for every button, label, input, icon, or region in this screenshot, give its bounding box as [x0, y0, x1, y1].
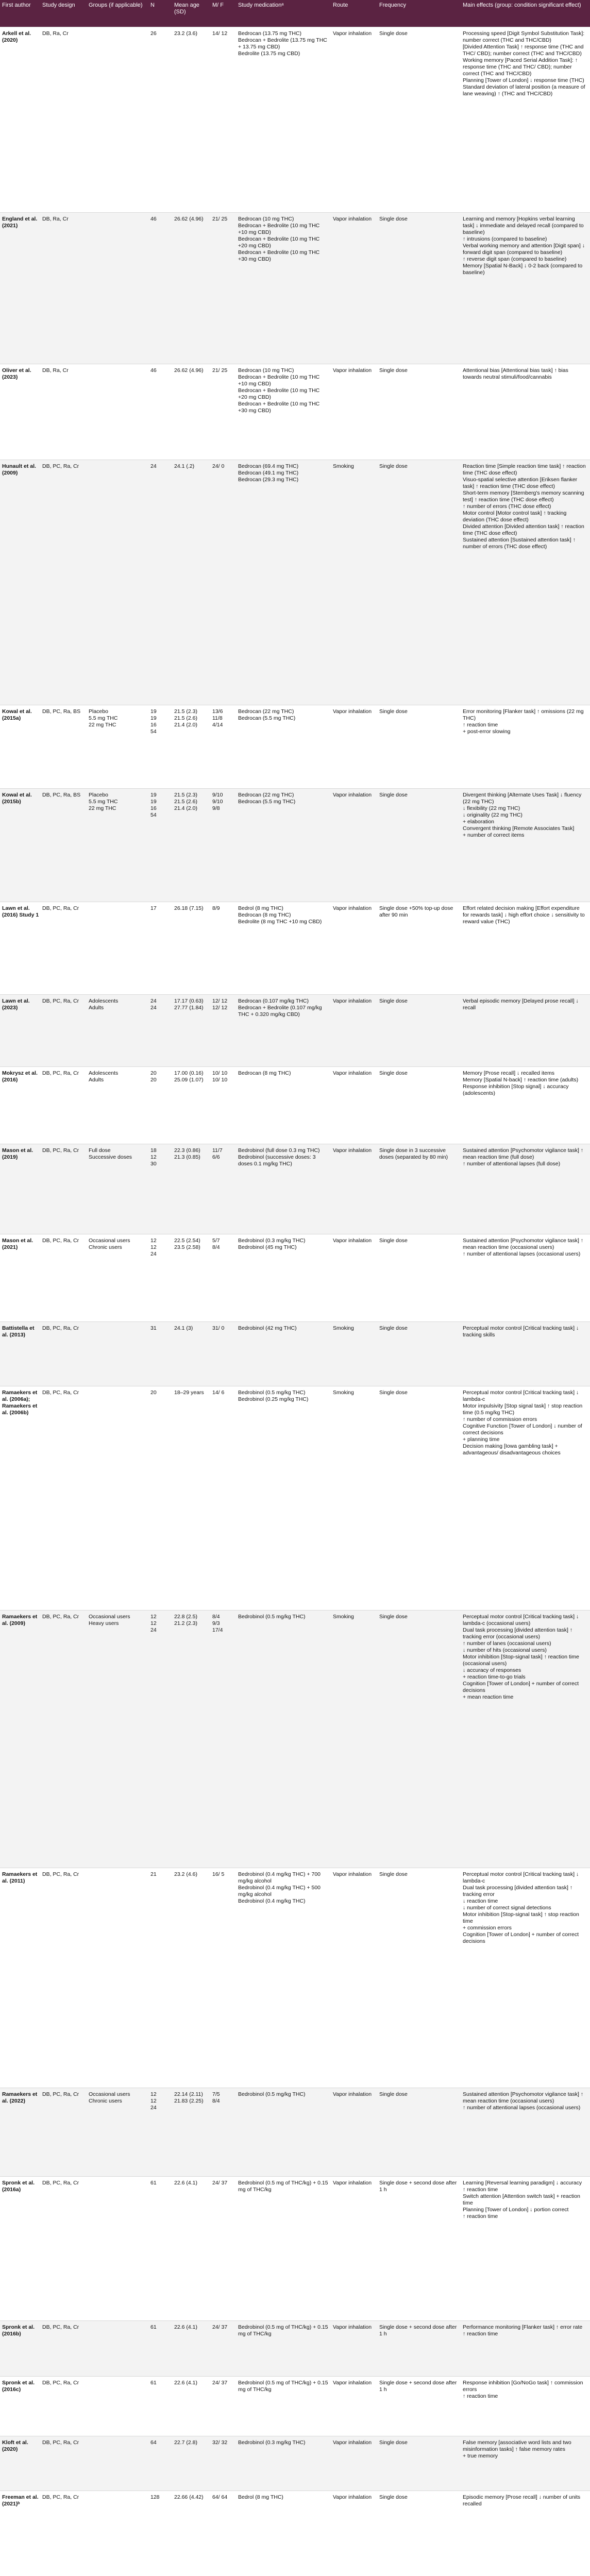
cell-age: 26.62 (4.96) — [174, 216, 204, 222]
cell-frequency: Single dose — [379, 1325, 408, 1331]
table-header — [0, 0, 590, 27]
cell-effects: Perceptual motor control [Critical tracking task] ↓ lambda-c Motor impulsivity [Stop signal task] ↑ stop reaction time (0.5 mg/kg THC) ↑ number of commission errors Cognitive Function [Tower of London] ↓ number of correct decisions + planning time Decision making [Iowa gambling task] + advantageous/ disadvantageous choices — [463, 1389, 583, 1456]
cell-route: Smoking — [333, 463, 354, 469]
table-row — [0, 1386, 590, 1611]
table-row — [0, 1144, 590, 1234]
header-groups: Groups (if applicable) — [89, 2, 143, 8]
cell-age: 26.62 (4.96) — [174, 367, 204, 374]
cell-frequency: Single dose — [379, 792, 408, 798]
cell-mf: 32/ 32 — [212, 2439, 228, 2446]
header-author: First author — [2, 2, 31, 8]
cell-groups: Occasional users Chronic users — [89, 1238, 130, 1250]
cell-age: 22.3 (0.86) 21.3 (0.85) — [174, 1147, 200, 1160]
cell-effects: Error monitoring [Flanker task] ↑ omissions (22 mg THC) ↑ reaction time + post-error slowing — [463, 708, 584, 735]
table-row — [0, 1868, 590, 2088]
cell-n: 17 — [150, 905, 157, 911]
cell-frequency: Single dose — [379, 367, 408, 374]
cell-route: Smoking — [333, 1389, 354, 1396]
header-n: N — [150, 2, 155, 8]
cell-frequency: Single dose — [379, 2091, 408, 2097]
cell-age: 21.5 (2.3) 21.5 (2.6) 21.4 (2.0) — [174, 708, 197, 728]
cell-route: Vapor inhalation — [333, 2091, 372, 2097]
cell-n: 20 — [150, 1389, 157, 1396]
cell-design: DB, PC, Ra, Cr — [42, 1325, 79, 1331]
cell-medication: Bedrobinol (0.5 mg/kg THC) Bedrobinol (0.25 mg/kg THC) — [238, 1389, 309, 1402]
cell-frequency: Single dose — [379, 1238, 408, 1244]
cell-frequency: Single dose — [379, 1070, 408, 1076]
cell-design: DB, PC, Ra, Cr — [42, 1614, 79, 1620]
cell-author: Freeman et al. (2021)ᵇ — [2, 2494, 39, 2507]
cell-mf: 21/ 25 — [212, 367, 228, 374]
cell-route: Vapor inhalation — [333, 2324, 372, 2330]
cell-route: Vapor inhalation — [333, 905, 372, 911]
cell-medication: Bedrobinol (0.4 mg/kg THC) + 700 mg/kg alcohol Bedrobinol (0.4 mg/kg THC) + 500 mg/kg alcohol Bedrobinol (0.4 mg/kg THC) — [238, 1871, 321, 1904]
cell-mf: 7/5 8/4 — [212, 2091, 220, 2104]
cell-frequency: Single dose + second dose after 1 h — [379, 2380, 457, 2393]
cell-age: 17.00 (0.16) 25.09 (1.07) — [174, 1070, 204, 1083]
cell-design: DB, PC, Ra, BS — [42, 792, 81, 798]
cell-medication: Bedrobinol (0.3 mg/kg THC) Bedrobinol (45 mg THC) — [238, 1238, 306, 1250]
cell-medication: Bedrol (8 mg THC) Bedrocan (8 mg THC) Bedrolite (8 mg THC +10 mg CBD) — [238, 905, 322, 925]
cell-mf: 12/ 12 12/ 12 — [212, 998, 228, 1011]
table-row — [0, 2088, 590, 2177]
cell-author: England et al. (2021) — [2, 216, 38, 229]
cell-mf: 14/ 12 — [212, 30, 228, 37]
cell-mf: 8/4 9/3 17/4 — [212, 1614, 223, 1633]
cell-design: DB, PC, Ra, Cr — [42, 1238, 79, 1244]
cell-frequency: Single dose — [379, 30, 408, 37]
cell-effects: Sustained attention [Psychomotor vigilance task] ↑ mean reaction time (occasional users) ↑ number of attentional lapses (occasional users) — [463, 1238, 584, 1257]
cell-age: 22.8 (2.5) 21.2 (2.3) — [174, 1614, 197, 1626]
cell-n: 20 20 — [150, 1070, 157, 1083]
cell-route: Vapor inhalation — [333, 1871, 372, 1877]
cell-medication: Bedrocan (69.4 mg THC) Bedrocan (49.1 mg THC) Bedrocan (29.3 mg THC) — [238, 463, 299, 483]
cell-medication: Bedrocan (0.107 mg/kg THC) Bedrocan + Bedrolite (0.107 mg/kg THC + 0.320 mg/kg CBD) — [238, 998, 322, 1018]
cell-mf: 10/ 10 10/ 10 — [212, 1070, 228, 1083]
cell-medication: Bedrobinol (0.5 mg of THC/kg) + 0.15 mg of THC/kg — [238, 2380, 328, 2393]
cell-route: Vapor inhalation — [333, 792, 372, 798]
cell-age: 23.2 (3.6) — [174, 30, 197, 37]
cell-author: Hunault et al. (2009) — [2, 463, 36, 476]
cell-design: DB, Ra, Cr — [42, 30, 69, 37]
cell-age: 26.18 (7.15) — [174, 905, 204, 911]
cell-effects: Memory [Prose recall] ↓ recalled items Memory [Spatial N-back] ↑ reaction time (adults) Response inhibition [Stop signal] ↓ accuracy (adolescents) — [463, 1070, 579, 1096]
cell-frequency: Single dose + second dose after 1 h — [379, 2324, 457, 2337]
cell-route: Vapor inhalation — [333, 1147, 372, 1154]
cell-route: Vapor inhalation — [333, 708, 372, 715]
cell-author: Kloft et al. (2020) — [2, 2439, 28, 2452]
cell-design: DB, PC, Ra, Cr — [42, 2439, 79, 2446]
cell-effects: Perceptual motor control [Critical tracking task] ↓ lambda-c (occasional users) Dual task processing [divided attention task] ↑ tracking error (occasional users) ↑ number of lanes (occasional users) ↓ number of hits (occasional users) Motor inhibition [Stop-signal task] ↑ reaction time (occasional users) ↓ accuracy of responses + reaction time-to-go trials Cognition [Tower of London] + number of correct decisions + mean reaction time — [463, 1614, 579, 1700]
header-age: Mean age (SD) — [174, 2, 199, 15]
cell-frequency: Single dose — [379, 2439, 408, 2446]
cell-design: DB, PC, Ra, Cr — [42, 2180, 79, 2186]
cell-n: 64 — [150, 2439, 157, 2446]
cell-medication: Bedrocan (8 mg THC) — [238, 1070, 291, 1076]
cell-effects: Verbal episodic memory [Delayed prose recall] ↓ recall — [463, 998, 579, 1011]
cell-effects: Performance monitoring [Flanker task] ↑ error rate ↑ reaction time — [463, 2324, 583, 2337]
cell-design: DB, PC, Ra, Cr — [42, 905, 79, 911]
cell-route: Vapor inhalation — [333, 30, 372, 37]
cell-n: 12 12 24 — [150, 1238, 157, 1257]
table-row — [0, 460, 590, 705]
cell-author: Mason et al. (2019) — [2, 1147, 33, 1160]
cell-age: 22.5 (2.54) 23.5 (2.58) — [174, 1238, 200, 1250]
cell-design: DB, PC, Ra, Cr — [42, 1147, 79, 1154]
cell-medication: Bedrocan (10 mg THC) Bedrocan + Bedrolite (10 mg THC +10 mg CBD) Bedrocan + Bedrolite (10 mg THC +20 mg CBD) Bedrocan + Bedrolite (10 mg THC +30 mg CBD) — [238, 216, 320, 262]
cell-design: DB, Ra, Cr — [42, 367, 69, 374]
table-row — [0, 1610, 590, 1868]
cell-medication: Bedrocan (10 mg THC) Bedrocan + Bedrolite (10 mg THC +10 mg CBD) Bedrocan + Bedrolite (10 mg THC +20 mg CBD) Bedrocan + Bedrolite (10 mg THC +30 mg CBD) — [238, 367, 320, 414]
cell-mf: 5/7 8/4 — [212, 1238, 220, 1250]
cell-author: Kowal et al. (2015a) — [2, 708, 32, 721]
cell-mf: 14/ 6 — [212, 1389, 225, 1396]
cell-frequency: Single dose — [379, 708, 408, 715]
table-row — [0, 994, 590, 1067]
cell-effects: Effort related decision making [Effort expenditure for rewards task] ↓ high effort choice ↓ sensitivity to reward value (THC) — [463, 905, 585, 925]
cell-effects: Attentional bias [Attentional bias task] ↑ bias towards neutral stimuli/food/cannabis — [463, 367, 568, 380]
cell-n: 19 19 16 54 — [150, 708, 157, 735]
table-row — [0, 1066, 590, 1144]
cell-author: Ramaekers et al. (2009) — [2, 1614, 38, 1626]
header-medication: Study medicationᵃ — [238, 2, 284, 8]
cell-medication: Bedrobinol (0.5 mg of THC/kg) + 0.15 mg of THC/kg — [238, 2180, 328, 2193]
cell-n: 61 — [150, 2380, 157, 2386]
table-row — [0, 212, 590, 364]
cell-author: Spronk et al. (2016a) — [2, 2180, 35, 2193]
cell-frequency: Single dose — [379, 1871, 408, 1877]
cell-effects: Reaction time [Simple reaction time task] ↑ reaction time (THC dose effect) Visuo-spatial selective attention [Eriksen flanker task] ↑ reaction time (THC dose effect) Short-term memory [Sternberg's memory scanning test] ↑ reaction time (THC dose effect) ↑ number of errors (THC dose effect) Motor control [Motor control task] ↑ tracking deviation (THC dose effect) Divided attention [Divided attention task] ↑ reaction time (THC dose effect) Sustained attention [Sustained attention task] ↑ number of errors (THC dose effect) — [463, 463, 586, 550]
cell-author: Mokrysz et al. (2016) — [2, 1070, 38, 1083]
cell-n: 24 — [150, 463, 157, 469]
cell-effects: Sustained attention [Psychomotor vigilance task] ↑ mean reaction time (full dose) ↑ number of attentional lapses (full dose) — [463, 1147, 584, 1167]
cell-effects: Perceptual motor control [Critical tracking task] ↓ tracking skills — [463, 1325, 579, 1338]
cell-author: Lawn et al. (2023) — [2, 998, 30, 1011]
cell-age: 18–29 years — [174, 1389, 204, 1396]
cell-age: 22.6 (4.1) — [174, 2380, 197, 2386]
cell-n: 12 12 24 — [150, 2091, 157, 2111]
table-row — [0, 902, 590, 995]
cell-groups: Placebo 5.5 mg THC 22 mg THC — [89, 792, 118, 811]
cell-medication: Bedrobinol (0.5 mg of THC/kg) + 0.15 mg of THC/kg — [238, 2324, 328, 2337]
cell-mf: 24/ 0 — [212, 463, 225, 469]
cell-effects: Divergent thinking [Alternate Uses Task] ↓ fluency (22 mg THC) ↓ flexibility (22 mg THC) ↓ originality (22 mg THC) + elaboration Convergent thinking [Remote Associates Task] + number of correct items — [463, 792, 582, 838]
table-row — [0, 705, 590, 789]
cell-n: 46 — [150, 367, 157, 374]
cell-groups: Occasional users Chronic users — [89, 2091, 130, 2104]
cell-route: Vapor inhalation — [333, 367, 372, 374]
cell-age: 21.5 (2.3) 21.5 (2.6) 21.4 (2.0) — [174, 792, 197, 811]
cell-design: DB, PC, Ra, Cr — [42, 1871, 79, 1877]
cell-n: 26 — [150, 30, 157, 37]
cell-n: 24 24 — [150, 998, 157, 1011]
cell-route: Vapor inhalation — [333, 1070, 372, 1076]
header-effects: Main effects (group: condition significant effect) — [463, 2, 581, 8]
cell-route: Vapor inhalation — [333, 2439, 372, 2446]
cell-frequency: Single dose + second dose after 1 h — [379, 2180, 457, 2193]
cell-mf: 13/6 11/8 4/14 — [212, 708, 223, 728]
cell-author: Mason et al. (2021) — [2, 1238, 33, 1250]
cell-n: 61 — [150, 2180, 157, 2186]
cell-design: DB, PC, Ra, Cr — [42, 998, 79, 1004]
cell-frequency: Single dose — [379, 463, 408, 469]
cell-age: 23.2 (4.6) — [174, 1871, 197, 1877]
cell-author: Battistella et al. (2013) — [2, 1325, 35, 1338]
cell-effects: Learning and memory [Hopkins verbal learning task] ↓ immediate and delayed recall (compared to baseline) ↑ intrusions (compared to baseline) Verbal working memory and attention [Digit span] ↓ forward digit span (compared to baseline) ↑ reverse digit span (compared to baseline) Memory [Spatial N-Back] ↓ 0-2 back (compared to baseline) — [463, 216, 585, 276]
cell-mf: 24/ 37 — [212, 2180, 228, 2186]
cell-route: Vapor inhalation — [333, 2494, 372, 2500]
cell-author: Lawn et al. (2016) Study 1 — [2, 905, 39, 918]
table-row — [0, 2176, 590, 2321]
cell-medication: Bedrocan (22 mg THC) Bedrocan (5.5 mg THC) — [238, 708, 296, 721]
cell-effects: Response inhibition [Go/NoGo task] ↑ commission errors ↑ reaction time — [463, 2380, 583, 2399]
cell-design: DB, PC, Ra, BS — [42, 708, 81, 715]
cell-age: 24.1 (3) — [174, 1325, 193, 1331]
cell-effects: False memory [associative word lists and two misinformation tasks] ↑ false memory rates + true memory — [463, 2439, 571, 2459]
cell-author: Spronk et al. (2016b) — [2, 2324, 35, 2337]
cell-frequency: Single dose — [379, 998, 408, 1004]
cell-design: DB, PC, Ra, Cr — [42, 2494, 79, 2500]
cell-age: 22.7 (2.8) — [174, 2439, 197, 2446]
cell-age: 22.14 (2.11) 21.83 (2.25) — [174, 2091, 204, 2104]
cell-route: Vapor inhalation — [333, 1238, 372, 1244]
table-row — [0, 2436, 590, 2491]
cell-frequency: Single dose — [379, 216, 408, 222]
cell-design: DB, PC, Ra, Cr — [42, 1070, 79, 1076]
table-row — [0, 2320, 590, 2377]
cell-frequency: Single dose +50% top-up dose after 90 min — [379, 905, 453, 918]
cell-mf: 31/ 0 — [212, 1325, 225, 1331]
cell-route: Vapor inhalation — [333, 998, 372, 1004]
cell-mf: 8/9 — [212, 905, 220, 911]
table-row — [0, 2490, 590, 2553]
cell-design: DB, PC, Ra, Cr — [42, 2380, 79, 2386]
cell-medication: Bedrocan (22 mg THC) Bedrocan (5.5 mg THC) — [238, 792, 296, 805]
table-row — [0, 27, 590, 213]
cell-medication: Bedrol (8 mg THC) — [238, 2494, 283, 2500]
cell-mf: 11/7 6/6 — [212, 1147, 223, 1160]
cell-effects: Sustained attention [Psychomotor vigilance task] ↑ mean reaction time (occasional users) ↑ number of attentional lapses (occasional users) — [463, 2091, 584, 2111]
cell-medication: Bedrobinol (full dose 0.3 mg THC) Bedrobinol (successive doses: 3 doses 0.1 mg/kg THC) — [238, 1147, 320, 1167]
cell-age: 22.66 (4.42) — [174, 2494, 204, 2500]
cell-medication: Bedrocan (13.75 mg THC) Bedrocan + Bedrolite (13.75 mg THC + 13.75 mg CBD) Bedrolite (13.75 mg CBD) — [238, 30, 327, 57]
cell-n: 46 — [150, 216, 157, 222]
cell-design: DB, Ra, Cr — [42, 216, 69, 222]
cell-mf: 21/ 25 — [212, 216, 228, 222]
header-mf: M/ F — [212, 2, 224, 8]
cell-author: Spronk et al. (2016c) — [2, 2380, 35, 2393]
cell-author: Ramaekers et al. (2011) — [2, 1871, 38, 1884]
cell-medication: Bedrobinol (0.5 mg/kg THC) — [238, 1614, 306, 1620]
cell-mf: 24/ 37 — [212, 2380, 228, 2386]
cell-effects: Learning [Reversal learning paradigm] ↓ accuracy ↑ reaction time Switch attention [Attention switch task] + reaction time Planning [Tower of London] ↓ portion correct ↑ reaction time — [463, 2180, 582, 2219]
cell-effects: Episodic memory [Prose recall] ↓ number of units recalled — [463, 2494, 581, 2507]
cell-author: Ramaekers et al. (2022) — [2, 2091, 38, 2104]
cell-groups: Adolescents Adults — [89, 1070, 119, 1083]
cell-effects: Processing speed [Digit Symbol Substitution Task]: number correct (THC and THC/CBD) [Divided Attention Task] ↑ response time (THC and THC/ CBD); number correct (THC and THC/CBD) Working memory [Paced Serial Addition Task]: ↑ response time (THC and THC/ CBD); number correct (THC and THC/CBD) Planning [Tower of London] ↓ response time (THC) Standard deviation of lateral position (a measure of lane weaving) ↑ (THC and THC/CBD) — [463, 30, 585, 97]
cell-mf: 24/ 37 — [212, 2324, 228, 2330]
cell-mf: 9/10 9/10 9/8 — [212, 792, 223, 811]
cell-author: Ramaekers et al. (2006a); Ramaekers et al. (2006b) — [2, 1389, 38, 1416]
cell-groups: Full dose Successive doses — [89, 1147, 132, 1160]
cell-route: Smoking — [333, 1325, 354, 1331]
header-frequency: Frequency — [379, 2, 406, 8]
cell-author: Arkell et al. (2020) — [2, 30, 31, 43]
cell-design: DB, PC, Ra, Cr — [42, 1389, 79, 1396]
table-row — [0, 788, 590, 902]
cell-route: Vapor inhalation — [333, 2380, 372, 2386]
header-design: Study design — [42, 2, 75, 8]
cell-mf: 16/ 5 — [212, 1871, 225, 1877]
cell-n: 21 — [150, 1871, 157, 1877]
cell-design: DB, PC, Ra, Cr — [42, 2091, 79, 2097]
cell-age: 22.6 (4.1) — [174, 2180, 197, 2186]
cell-n: 12 12 24 — [150, 1614, 157, 1633]
cell-author: Oliver et al. (2023) — [2, 367, 31, 380]
cell-n: 31 — [150, 1325, 157, 1331]
cell-n: 128 — [150, 2494, 160, 2500]
cell-route: Smoking — [333, 1614, 354, 1620]
cell-author: Kowal et al. (2015b) — [2, 792, 32, 805]
cell-medication: Bedrobinol (0.5 mg/kg THC) — [238, 2091, 306, 2097]
cell-age: 17.17 (0.63) 27.77 (1.84) — [174, 998, 204, 1011]
cell-age: 22.6 (4.1) — [174, 2324, 197, 2330]
cell-n: 61 — [150, 2324, 157, 2330]
cell-groups: Occasional users Heavy users — [89, 1614, 130, 1626]
header-route: Route — [333, 2, 348, 8]
cell-age: 24.1 (.2) — [174, 463, 195, 469]
table-row — [0, 2376, 590, 2436]
cell-route: Vapor inhalation — [333, 216, 372, 222]
cell-groups: Placebo 5.5 mg THC 22 mg THC — [89, 708, 118, 728]
cell-medication: Bedrobinol (42 mg THC) — [238, 1325, 297, 1331]
cell-frequency: Single dose — [379, 1389, 408, 1396]
cell-route: Vapor inhalation — [333, 2180, 372, 2186]
cell-frequency: Single dose — [379, 1614, 408, 1620]
table-row — [0, 1321, 590, 1386]
cell-n: 18 12 30 — [150, 1147, 157, 1167]
table-row — [0, 364, 590, 460]
cell-groups: Adolescents Adults — [89, 998, 119, 1011]
cell-n: 19 19 16 54 — [150, 792, 157, 818]
cell-frequency: Single dose — [379, 2494, 408, 2500]
table-row — [0, 1234, 590, 1322]
cell-frequency: Single dose in 3 successive doses (separated by 80 min) — [379, 1147, 448, 1160]
cell-effects: Perceptual motor control [Critical tracking task] ↓ lambda-c Dual task processing [divided attention task] ↑ tracking error ↓ reaction time ↓ number of correct signal detections Motor inhibition [Stop-signal task] ↑ stop reaction time + commission errors Cognition [Tower of London] + number of correct decisions — [463, 1871, 579, 1944]
cell-mf: 64/ 64 — [212, 2494, 228, 2500]
cell-design: DB, PC, Ra, Cr — [42, 463, 79, 469]
cell-medication: Bedrobinol (0.3 mg/kg THC) — [238, 2439, 306, 2446]
cell-design: DB, PC, Ra, Cr — [42, 2324, 79, 2330]
